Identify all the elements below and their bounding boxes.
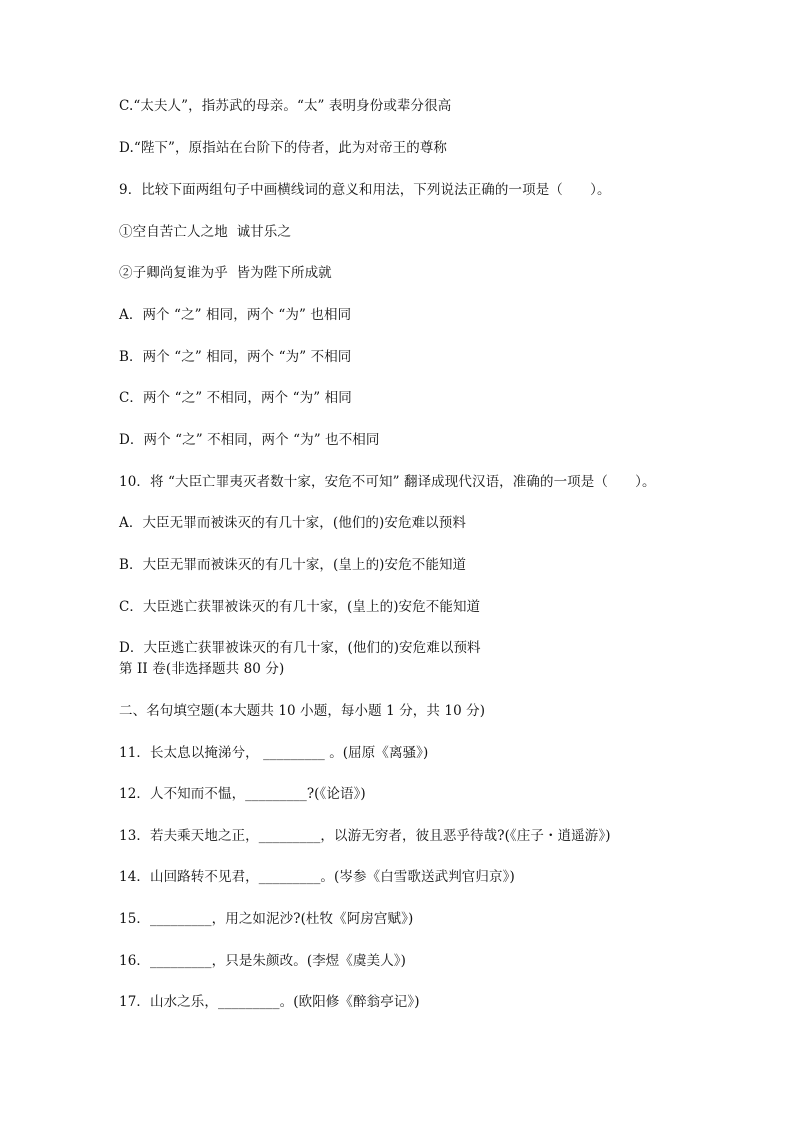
question-15: 15．_________，用之如泥沙?(杜牧《阿房宫赋》) xyxy=(119,911,414,927)
q10-option-d: D．大臣逃亡获罪被诛灭的有几十家，(他们的)安危难以预料 xyxy=(119,640,481,656)
question-16: 16．_________，只是朱颜改。(李煜《虞美人》) xyxy=(119,953,407,969)
q10-option-c: C．大臣逃亡获罪被诛灭的有几十家，(皇上的)安危不能知道 xyxy=(119,599,481,615)
sentence-group-1: ①空自苦亡人之地 诚甘乐之 xyxy=(119,224,291,240)
option-d-line: D.“陛下”，原指站在台阶下的侍者，此为对帝王的尊称 xyxy=(119,140,448,156)
q10-option-a: A．大臣无罪而被诛灭的有几十家，(他们的)安危难以预料 xyxy=(119,515,466,531)
q9-option-b: B．两个 “之” 相同，两个 “为” 不相同 xyxy=(119,349,352,365)
q9-option-d: D．两个 “之” 不相同，两个 “为” 也不相同 xyxy=(119,432,380,448)
q9-option-c: C．两个 “之” 不相同，两个 “为” 相同 xyxy=(119,390,352,406)
q10-option-b: B．大臣无罪而被诛灭的有几十家，(皇上的)安危不能知道 xyxy=(119,557,467,573)
sentence-group-2: ②子卿尚复谁为乎 皆为陛下所成就 xyxy=(119,265,332,281)
q9-option-a: A．两个 “之” 相同，两个 “为” 也相同 xyxy=(119,307,352,323)
question-13: 13．若夫乘天地之正，_________，以游无穷者，彼且恶乎待哉?(《庄子・逍遥游》) xyxy=(119,828,611,844)
part-two-heading: 第 II 卷(非选择题共 80 分) xyxy=(119,661,285,677)
option-c-line: C.“太夫人”，指苏武的母亲。“太” 表明身份或辈分很高 xyxy=(119,98,452,114)
question-12: 12．人不知而不愠，_________?(《论语》) xyxy=(119,786,366,802)
question-10: 10．将 “大臣亡罪夷灭者数十家，安危不可知” 翻译成现代汉语，准确的一项是（ ）。 xyxy=(119,474,656,490)
section-heading-fill-in: 二、名句填空题(本大题共 10 小题，每小题 1 分，共 10 分) xyxy=(119,703,486,719)
question-9: 9．比较下面两组句子中画横线词的意义和用法，下列说法正确的一项是（ ）。 xyxy=(119,182,611,198)
question-11: 11．长太息以掩涕兮， _________ 。(屈原《离骚》) xyxy=(119,745,429,761)
question-14: 14．山回路转不见君，_________。(岑参《白雪歌送武判官归京》) xyxy=(119,869,515,885)
question-17: 17．山水之乐，_________。(欧阳修《醉翁亭记》) xyxy=(119,994,420,1010)
